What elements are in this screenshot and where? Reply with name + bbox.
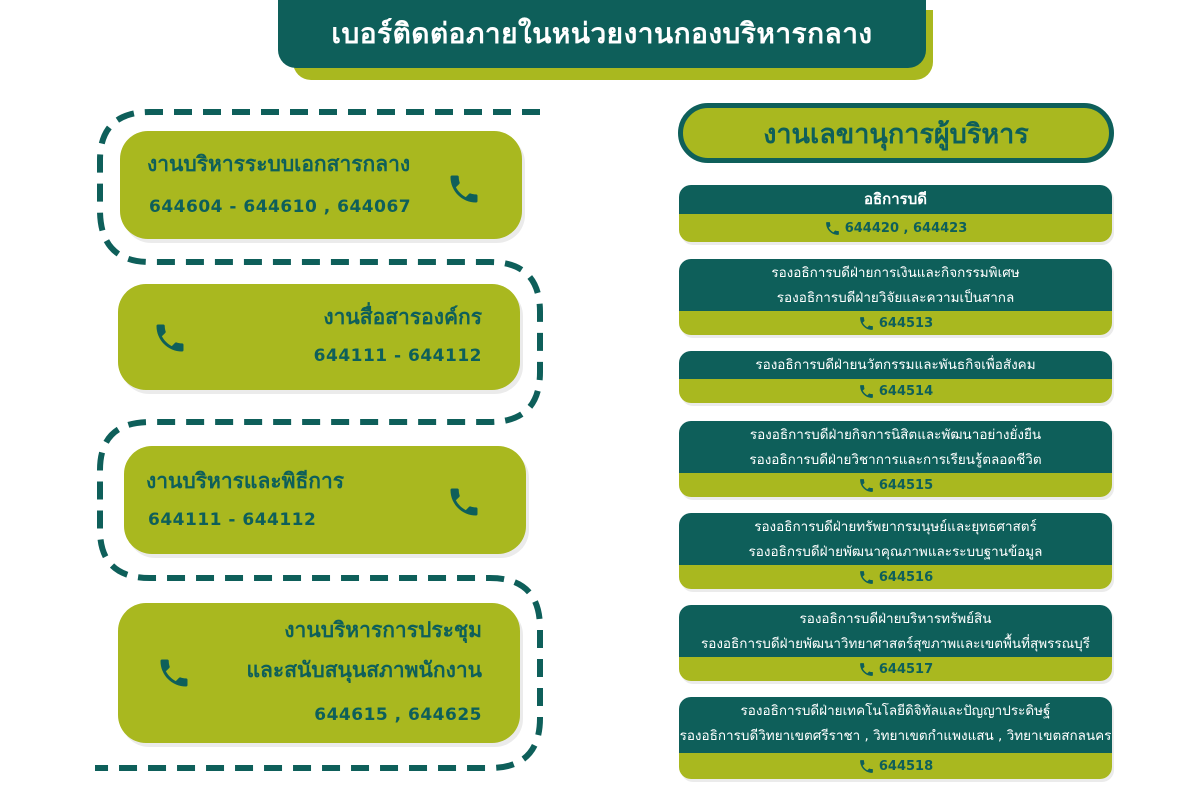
card-title-line-2: และสนับสนุนสภาพนักงาน — [246, 658, 482, 682]
role-line: รองอธิกรบดีฝ่ายพัฒนาคุณภาพและระบบฐานข้อมูล — [748, 544, 1043, 560]
card-number-row — [679, 473, 1112, 497]
role-line: รองอธิการบดีฝ่ายเทคโนโลยีดิจิทัลและปัญญาประดิษฐ์ — [740, 703, 1051, 719]
role-line: รองอธิการบดีฝ่ายวิจัยและความเป็นสากล — [776, 290, 1015, 306]
role-line: รองอธิการบดีฝ่ายพัฒนาวิทยาศาสตร์สุขภาพและเขตพื้นที่สุพรรณบุรี — [700, 636, 1090, 652]
card-phone-number: 644615 , 644625 — [314, 705, 482, 725]
contact-card-vp-assets — [679, 605, 1112, 681]
card-number-row — [679, 565, 1112, 589]
card-number-row — [679, 311, 1112, 335]
phone-icon — [858, 477, 875, 494]
executive-secretary-title: งานเลขานุการผู้บริหาร — [678, 103, 1114, 163]
card-role — [679, 259, 1112, 311]
phone-icon — [156, 655, 192, 691]
card-number-row — [679, 657, 1112, 681]
role-line: รองอธิการบดีฝ่ายการเงินและกิจกรรมพิเศษ — [771, 265, 1020, 281]
phone-icon — [824, 220, 841, 237]
role-line: อธิการบดี — [864, 190, 927, 208]
card-title: งานบริหารและพิธีการ — [146, 469, 345, 493]
card-number-row — [679, 379, 1112, 403]
card-phone-number: 644604 - 644610 , 644067 — [149, 197, 412, 217]
role-line: รองอธิการบดีฝ่ายกิจการนิสิตและพัฒนาอย่างยั่งยืน — [749, 427, 1042, 443]
card-phone-number: 644515 — [878, 477, 934, 493]
contact-card-vp-digital — [679, 697, 1112, 779]
card-phone-number: 644513 — [878, 315, 934, 331]
role-line: รองอธิการบดีวิทยาเขตศรีราชา , วิทยาเขตกำแพงแสน , วิทยาเขตสกลนคร — [679, 728, 1112, 744]
contact-card-meeting-council — [118, 603, 520, 743]
contact-card-admin-ceremony — [124, 446, 526, 554]
phone-icon — [858, 661, 875, 678]
phone-icon — [858, 315, 875, 332]
phone-icon — [446, 484, 482, 520]
card-number-row — [679, 214, 1112, 242]
page-title: เบอร์ติดต่อภายในหน่วยงานกองบริหารกลาง — [278, 0, 926, 68]
phone-icon — [152, 320, 188, 356]
role-line: รองอธิการบดีฝ่ายบริหารทรัพย์สิน — [799, 611, 992, 627]
contact-card-central-documents — [120, 131, 522, 239]
card-role — [679, 697, 1112, 753]
role-line: รองอธิการบดีฝ่ายนวัตกรรมและพันธกิจเพื่อสังคม — [755, 357, 1036, 373]
contact-card-vp-innovation — [679, 351, 1112, 403]
card-phone-number: 644111 - 644112 — [148, 510, 317, 530]
card-role — [679, 605, 1112, 657]
contact-card-vp-student-affairs — [679, 421, 1112, 497]
role-line: รองอธิการบดีฝ่ายวิชาการและการเรียนรู้ตลอดชีวิต — [749, 452, 1042, 468]
card-role — [679, 513, 1112, 565]
card-phone-number: 644517 — [878, 661, 934, 677]
card-role — [679, 351, 1112, 379]
card-phone-number: 644514 — [878, 383, 934, 399]
card-title-line-1: งานบริหารการประชุม — [284, 618, 482, 642]
card-phone-number: 644420 , 644423 — [844, 220, 968, 236]
contact-card-vp-finance-research — [679, 259, 1112, 335]
contact-card-vp-human-resources — [679, 513, 1112, 589]
role-line: รองอธิการบดีฝ่ายทรัพยากรมนุษย์และยุทธศาสตร์ — [754, 519, 1037, 535]
card-role — [679, 421, 1112, 473]
phone-icon — [858, 383, 875, 400]
card-title: งานบริหารระบบเอกสารกลาง — [147, 152, 411, 176]
contact-card-corporate-communication — [118, 284, 520, 390]
phone-icon — [858, 569, 875, 586]
card-phone-number: 644516 — [878, 569, 934, 585]
phone-icon — [858, 758, 875, 775]
card-role — [679, 185, 1112, 214]
phone-icon — [446, 171, 482, 207]
contact-card-president — [679, 185, 1112, 242]
card-phone-number: 644111 - 644112 — [313, 346, 482, 366]
card-title: งานสื่อสารองค์กร — [323, 305, 482, 329]
card-number-row — [679, 753, 1112, 779]
card-phone-number: 644518 — [878, 758, 934, 774]
